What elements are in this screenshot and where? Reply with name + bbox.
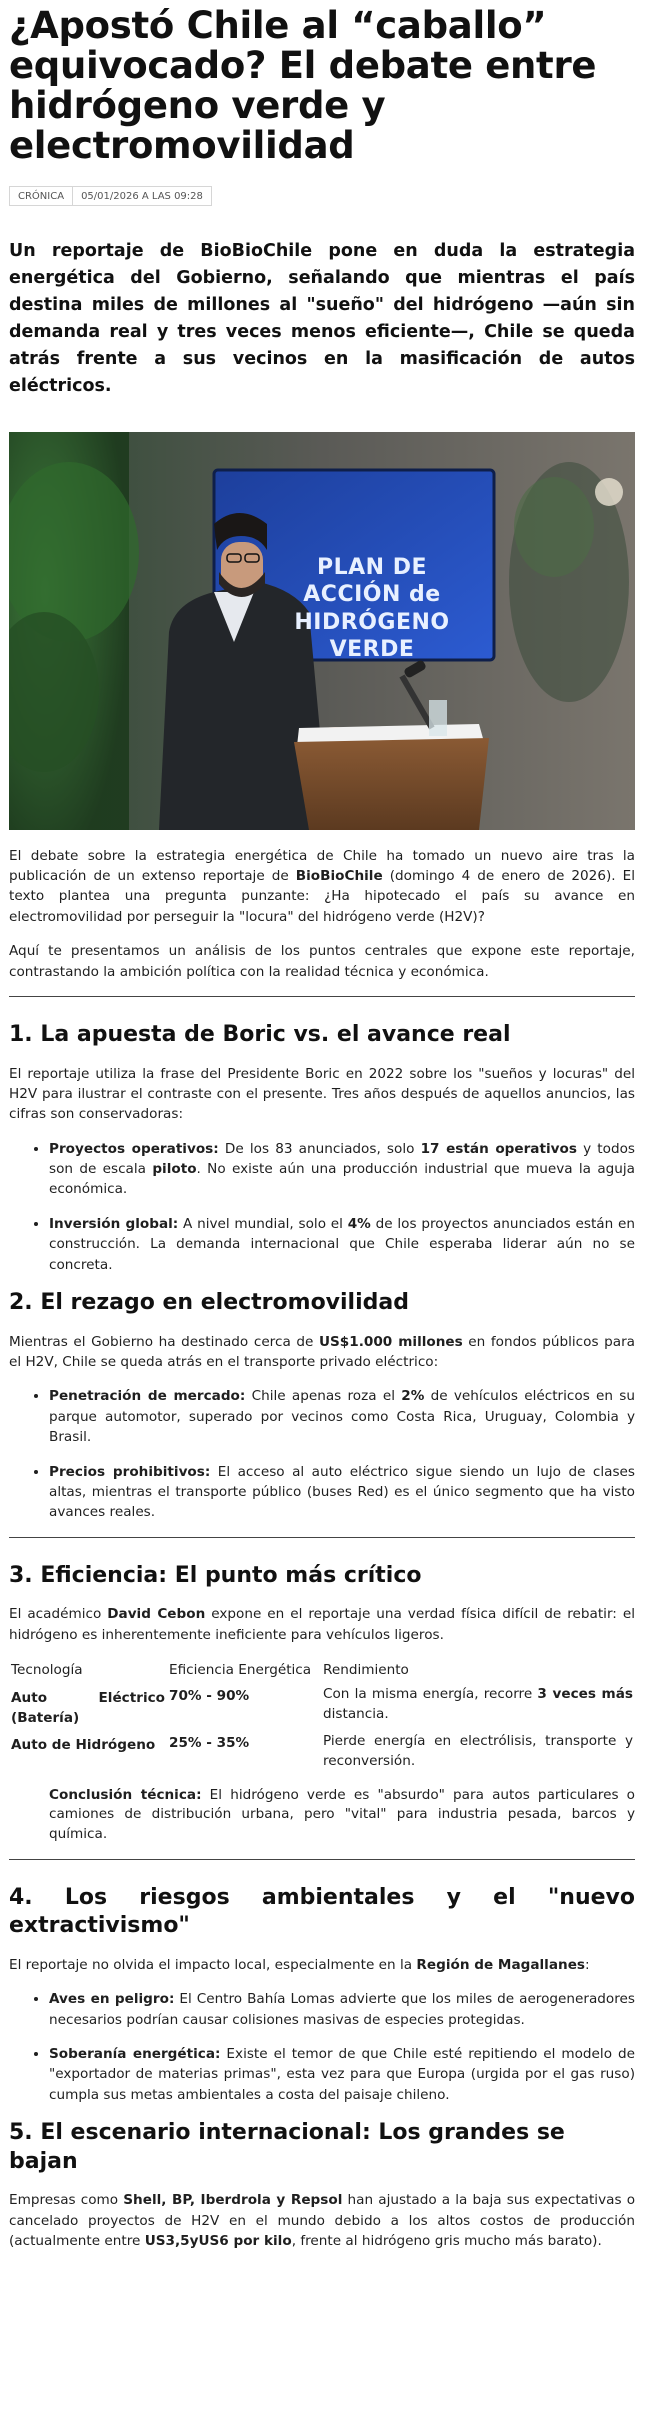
article-title: ¿Apostó Chile al “caballo” equivocado? El debate entre hidrógeno verde y electromovilidad	[9, 4, 597, 167]
technical-conclusion: Conclusión técnica: El hidrógeno verde es "absurdo" para autos particulares o camiones de distribución urbana, pero "vital" para industria pesada, barcos y química.	[49, 1786, 635, 1843]
table-header-row	[9, 1659, 635, 1683]
section-divider	[9, 1859, 635, 1860]
table-row	[9, 1730, 635, 1773]
section-3-title: 3. Eficiencia: El punto más crítico	[9, 1562, 422, 1588]
section-divider	[9, 996, 635, 997]
publish-date: 05/01/2026 A LAS 09:28	[73, 186, 212, 206]
article-lead: Un reportaje de BioBioChile pone en duda la estrategia energética del Gobierno, señalando que mientras el país destina miles de millones al "sueño" del hidrógeno —aún sin demanda real y tres veces menos eficiente—, Chile se queda atrás frente a sus vecinos en la masificación de autos eléctricos.	[9, 240, 635, 397]
list-item: • Aves en peligro: El Centro Bahía Lomas advierte que los miles de aerogeneradores necesarios podrían causar colisiones masivas de especies protegidas.	[49, 1989, 635, 2030]
section-5-paragraph: Empresas como Shell, BP, Iberdrola y Repsol han ajustado a la baja sus expectativas o cancelado proyectos de H2V en el mundo debido a los altos costos de producción (actualmente entre US3,5yUS6 por kilo, frente al hidrógeno gris mucho más barato).	[9, 2192, 636, 2250]
section-1-title: 1. La apuesta de Boric vs. el avance real	[9, 1021, 511, 1047]
section-5-title: 5. El escenario internacional: Los grandes se bajan	[9, 2120, 565, 2174]
intro-paragraph-2: Aquí te presentamos un análisis de los puntos centrales que expone este reportaje, contrastando la ambición política con la realidad técnica y económica.	[9, 943, 635, 980]
section-divider	[9, 1537, 635, 1538]
column-header: Eficiencia Energética	[169, 1662, 312, 1679]
list-item: • Proyectos operativos: De los 83 anunciados, solo 17 están operativos y todos son de escala piloto. No existe aún una producción industrial que mueva la aguja económica.	[49, 1139, 635, 1200]
intro-paragraph-1: El debate sobre la estrategia energética de Chile ha tomado un nuevo aire tras la publicación de un extenso reportaje de BioBioChile (domingo 4 de enero de 2026). El texto plantea una pregunta punzante: ¿Ha hipotecado el país su avance en electromovilidad por perseguir la "locura" del hidrógeno verde (H2V)?	[9, 847, 635, 925]
list-item: • Precios prohibitivos: El acceso al auto eléctrico sigue siendo un lujo de clases altas, mientras el transporte público (buses Red) es el único segmento que ha visto avances reales.	[49, 1462, 635, 1523]
list-item: • Inversión global: A nivel mundial, solo el 4% de los proyectos anunciados están en construcción. La demanda internacional que Chile esperaba liderar aún no se concreta.	[49, 1214, 635, 1275]
table-cell-technology: Auto Eléctrico (Batería)	[11, 1689, 165, 1726]
section-1-paragraph: El reportaje utiliza la frase del Presidente Boric en 2022 sobre los "sueños y locuras" del H2V para ilustrar el contraste con el presente. Tres años después de aquellos anuncios, las cifras son conservadoras:	[9, 1065, 635, 1123]
efficiency-table	[9, 1659, 635, 1774]
section-4-title: 4. Los riesgos ambientales y el "nuevo extractivismo"	[9, 1884, 635, 1939]
table-cell-efficiency: 70% - 90%	[169, 1687, 250, 1704]
table-cell-performance: Pierde energía en electrólisis, transporte y reconversión.	[323, 1733, 633, 1769]
section-2-list	[9, 1386, 635, 1522]
category-label[interactable]: CRÓNICA	[9, 186, 73, 206]
table-cell-technology: Auto de Hidrógeno	[11, 1737, 156, 1754]
section-4-paragraph: El reportaje no olvida el impacto local, especialmente en la Región de Magallanes:	[9, 1956, 590, 1973]
table-cell-efficiency: 25% - 35%	[169, 1735, 250, 1752]
hero-image	[9, 432, 635, 830]
section-2-paragraph: Mientras el Gobierno ha destinado cerca de US$1.000 millones en fondos públicos para el H2V, Chile se queda atrás en el transporte privado eléctrico:	[9, 1333, 635, 1370]
hero-screen-text: PLAN DE ACCIÓN de HIDRÓGENO VERDE	[294, 554, 450, 663]
column-header: Tecnología	[11, 1662, 83, 1679]
column-header: Rendimiento	[323, 1662, 409, 1679]
section-3-paragraph: El académico David Cebon expone en el reportaje una verdad física difícil de rebatir: el hidrógeno es inherentemente ineficiente para vehículos ligeros.	[9, 1606, 635, 1643]
table-row	[9, 1683, 635, 1730]
list-item: • Penetración de mercado: Chile apenas roza el 2% de vehículos eléctricos en su parque automotor, superado por vecinos como Costa Rica, Uruguay, Colombia y Brasil.	[49, 1386, 635, 1447]
section-2-title: 2. El rezago en electromovilidad	[9, 1290, 409, 1316]
article-meta	[9, 186, 635, 206]
section-1-list	[9, 1139, 635, 1275]
list-item: • Soberanía energética: Existe el temor de que Chile esté repitiendo el modelo de "exportador de materias primas", esta vez para que Europa (urgida por el gas ruso) cumpla sus metas ambientales a costa del paisaje chileno.	[49, 2044, 635, 2105]
section-4-list	[9, 1989, 635, 2105]
table-cell-performance: Con la misma energía, recorre 3 veces más distancia.	[323, 1685, 633, 1722]
